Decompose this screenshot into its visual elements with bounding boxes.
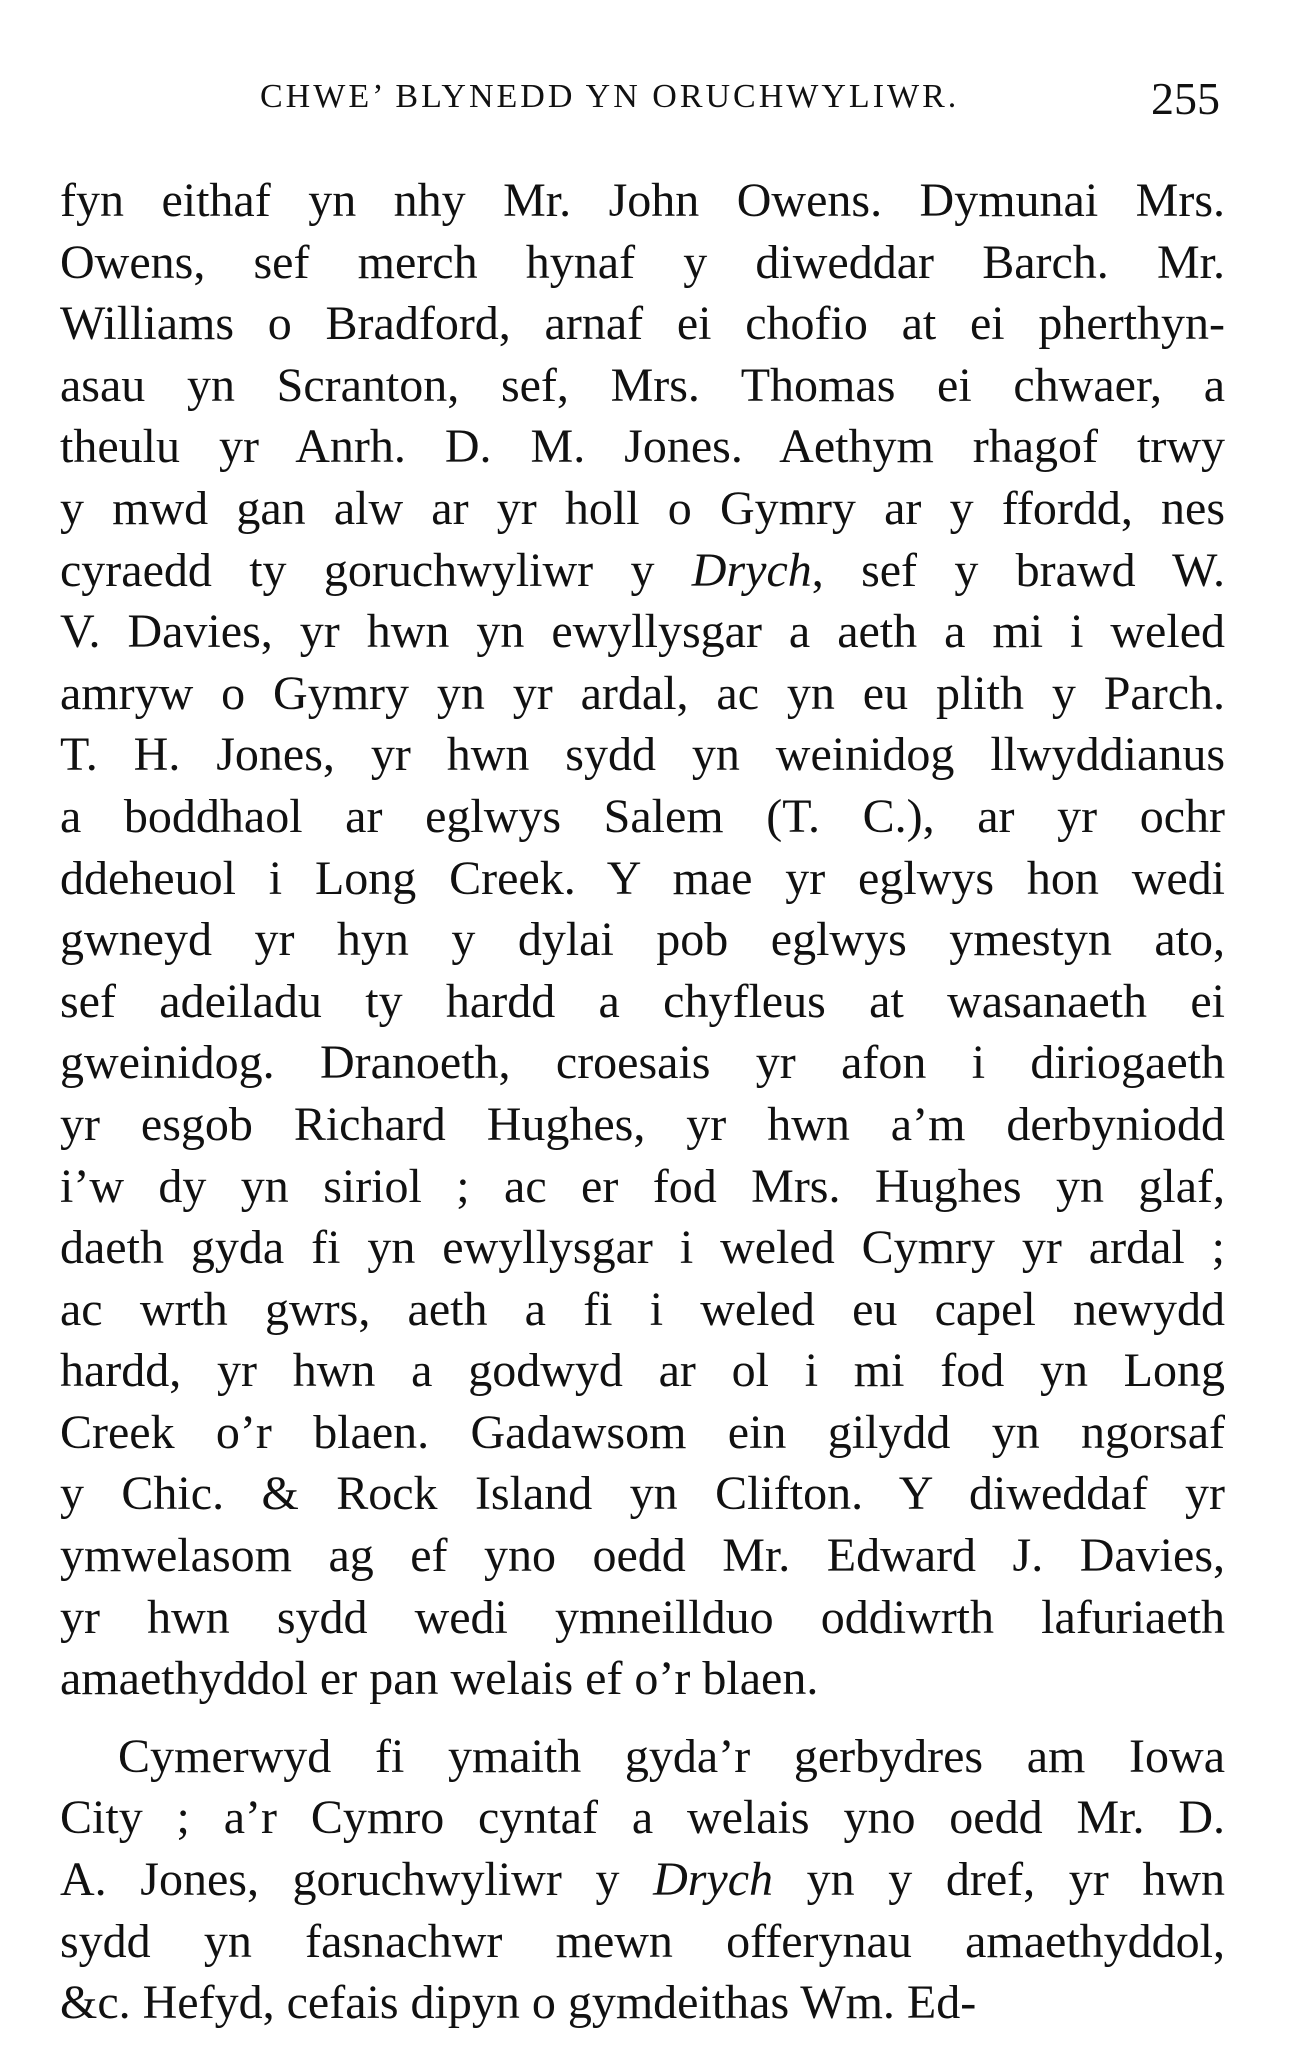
text-run: Williams o Bradford, arnaf ei chofio at ei pherthyn- xyxy=(60,297,1225,351)
text-line xyxy=(60,1279,1225,1341)
text-run: yn y dref, yr hwn xyxy=(773,1853,1225,1907)
text-run: Cymerwyd fi ymaith gyda’r gerbydres am Iowa xyxy=(118,1729,1225,1783)
text-run: V. Davies, yr hwn yn ewyllysgar a aeth a mi i weled xyxy=(60,605,1225,659)
text-run: i’w dy yn siriol ; ac er fod Mrs. Hughes yn glaf, xyxy=(60,1159,1225,1213)
text-line xyxy=(60,1156,1225,1218)
text-run: yr esgob Richard Hughes, yr hwn a’m derbyniodd xyxy=(60,1097,1225,1151)
running-title: CHWE’ BLYNEDD YN ORUCHWYLIWR. xyxy=(260,78,960,115)
text-run: amryw o Gymry yn yr ardal, ac yn eu plith y Parch. xyxy=(60,666,1225,720)
text-run: theulu yr Anrh. D. M. Jones. Aethym rhagof trwy xyxy=(60,420,1225,474)
text-line xyxy=(60,1217,1225,1279)
text-line xyxy=(60,1402,1225,1464)
text-line xyxy=(60,1094,1225,1156)
text-line xyxy=(60,478,1225,540)
text-line xyxy=(60,170,1225,232)
text-line xyxy=(60,1525,1225,1587)
text-run: , sef y brawd W. xyxy=(811,543,1225,597)
text-line xyxy=(60,1911,1225,1973)
text-run: y Chic. & Rock Island yn Clifton. Y diweddaf yr xyxy=(60,1467,1225,1521)
text-run: ymwelasom ag ef yno oedd Mr. Edward J. Davies, xyxy=(60,1529,1225,1583)
italic-title: Drych xyxy=(653,1853,774,1907)
italic-title: Drych xyxy=(691,543,812,597)
text-run: a boddhaol ar eglwys Salem (T. C.), ar yr ochr xyxy=(60,789,1225,843)
text-line xyxy=(60,293,1225,355)
text-run: &c. Hefyd, cefais dipyn o gymdeithas Wm. Ed- xyxy=(60,1976,977,2030)
text-run: ac wrth gwrs, aeth a fi i weled eu capel newydd xyxy=(60,1282,1225,1336)
text-line xyxy=(60,1648,1225,1710)
text-line xyxy=(60,786,1225,848)
text-run: sef adeiladu ty hardd a chyfleus at wasanaeth ei xyxy=(60,974,1225,1028)
text-line xyxy=(60,663,1225,725)
text-line xyxy=(60,1463,1225,1525)
text-run: hardd, yr hwn a godwyd ar ol i mi fod yn Long xyxy=(60,1344,1225,1398)
text-line xyxy=(60,1340,1225,1402)
text-run: y mwd gan alw ar yr holl o Gymry ar y ffordd, nes xyxy=(60,481,1225,535)
text-line xyxy=(60,1787,1225,1849)
text-run: asau yn Scranton, sef, Mrs. Thomas ei chwaer, a xyxy=(60,358,1225,412)
text-run: Owens, sef merch hynaf y diweddar Barch. Mr. xyxy=(60,235,1225,289)
text-run: sydd yn fasnachwr mewn offerynau amaethyddol, xyxy=(60,1914,1225,1968)
text-line xyxy=(60,1972,1225,2034)
text-run: City ; a’r Cymro cyntaf a welais yno oedd Mr. D. xyxy=(60,1791,1225,1845)
body-text xyxy=(60,170,1225,2034)
text-line xyxy=(60,416,1225,478)
text-line xyxy=(60,848,1225,910)
text-run: T. H. Jones, yr hwn sydd yn weinidog llwyddianus xyxy=(60,728,1225,782)
text-run: cyraedd ty goruchwyliwr y xyxy=(60,543,692,597)
text-line xyxy=(60,1726,1225,1788)
text-line xyxy=(60,1032,1225,1094)
text-run: gwneyd yr hyn y dylai pob eglwys ymestyn ato, xyxy=(60,913,1225,967)
text-run: yr hwn sydd wedi ymneillduo oddiwrth lafuriaeth xyxy=(60,1590,1225,1644)
text-line xyxy=(60,540,1225,602)
paragraph xyxy=(60,1726,1225,2034)
text-line xyxy=(60,971,1225,1033)
text-line xyxy=(60,232,1225,294)
paragraph-gap xyxy=(60,1710,1225,1726)
text-line xyxy=(60,1587,1225,1649)
text-line xyxy=(60,601,1225,663)
running-head xyxy=(60,72,1220,132)
paragraph xyxy=(60,170,1225,1710)
text-line xyxy=(60,909,1225,971)
text-run: amaethyddol er pan welais ef o’r blaen. xyxy=(60,1652,819,1706)
text-run: A. Jones, goruchwyliwr y xyxy=(60,1853,654,1907)
text-line xyxy=(60,355,1225,417)
text-run: fyn eithaf yn nhy Mr. John Owens. Dymunai Mrs. xyxy=(60,174,1225,227)
text-run: ddeheuol i Long Creek. Y mae yr eglwys hon wedi xyxy=(60,851,1225,905)
text-run: daeth gyda fi yn ewyllysgar i weled Cymry yr ardal ; xyxy=(60,1221,1225,1275)
text-line xyxy=(60,724,1225,786)
text-run: gweinidog. Dranoeth, croesais yr afon i diriogaeth xyxy=(60,1036,1225,1090)
text-line xyxy=(60,1849,1225,1911)
text-run: Creek o’r blaen. Gadawsom ein gilydd yn ngorsaf xyxy=(60,1405,1225,1459)
page-number: 255 xyxy=(1151,73,1220,124)
